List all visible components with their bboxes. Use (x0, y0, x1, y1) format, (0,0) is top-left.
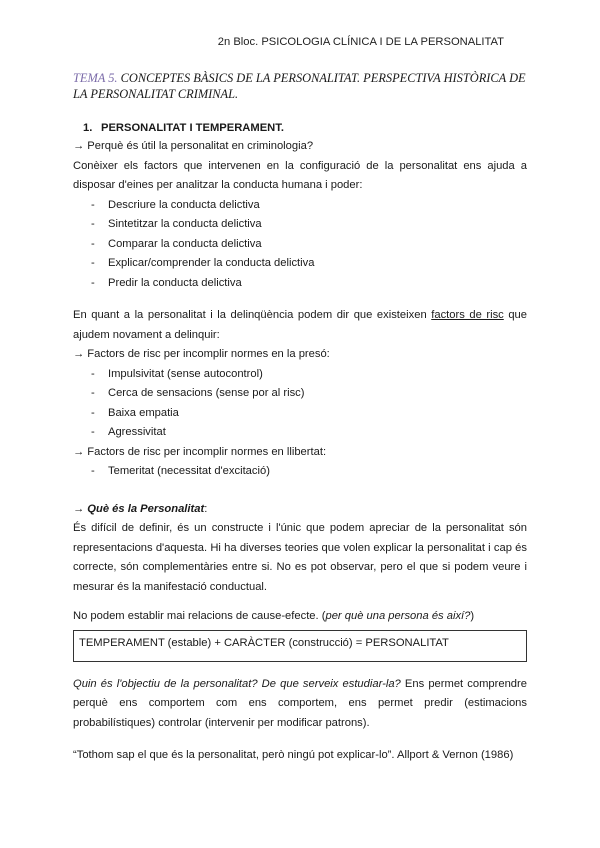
intro-paragraph: Conèixer els factors que intervenen en la configuració de la personalitat ens ajuda a disposar d'eines per analitzar la conducta humana i poder: (73, 159, 527, 191)
cause-effect-line: No podem establir mai relacions de cause-efecte. (per què una persona és així?) (73, 610, 475, 622)
tema-title (73, 70, 527, 102)
risk-intro-b: que ajudem novament a delinquir: (73, 309, 528, 341)
list-item: - Cerca de sensacions (sense por al risc) (73, 384, 527, 404)
prison-risk-list (73, 365, 527, 443)
section-number: 1. (83, 122, 93, 134)
risk-intro-paragraph (73, 306, 527, 345)
list-item: - Predir la conducta delictiva (73, 274, 527, 294)
freedom-heading: → Factors de risc per incomplir normes en llibertat: (73, 445, 327, 458)
objective-question: Quin és l'objectiu de la personalitat? De que serveix estudiar-la? (73, 677, 401, 690)
objective-paragraph: Quin és l'objectiu de la personalitat? De que serveix estudiar-la? Ens permet comprendre perquè ens comportem com ens comportem, ens permet predir (estimacions probabilístiques) controlar (intervenir per modificar patrons). (73, 677, 527, 729)
list-item: - Temeritat (necessitat d'excitació) (73, 462, 527, 482)
question-line: → Perquè és útil la personalitat en criminologia? (73, 140, 314, 152)
arrow-glyph: → (73, 502, 88, 515)
personality-heading: → Què és la Personalitat: (73, 502, 208, 515)
conduct-list (73, 196, 527, 294)
tema-number: TEMA 5. (73, 71, 118, 85)
page-header: 2n Bloc. PSICOLOGIA CLÍNICA I DE LA PERSONALITAT (217, 36, 504, 48)
list-item: - Baixa empatia (73, 404, 527, 424)
tema-title-text: CONCEPTES BÀSICS DE LA PERSONALITAT. PERSPECTIVA HISTÒRICA DE LA PERSONALITAT CRIMINAL. (73, 71, 526, 101)
document-body (73, 70, 527, 766)
list-item: - Impulsivitat (sense autocontrol) (73, 365, 527, 385)
list-item: - Descriure la conducta delictiva (73, 196, 527, 216)
risk-factors-term: factors de risc (431, 309, 504, 321)
freedom-risk-list (73, 462, 527, 482)
list-item: - Explicar/comprender la conducta delictiva (73, 254, 527, 274)
quote-line: “Tothom sap el que és la personalitat, però ningú pot explicar-lo”. Allport & Vernon (1986) (73, 749, 514, 761)
section-heading (83, 120, 527, 137)
list-item: - Comparar la conducta delictiva (73, 235, 527, 255)
prison-heading: → Factors de risc per incomplir normes en la presó: (73, 348, 330, 360)
list-item: - Sintetitzar la conducta delictiva (73, 215, 527, 235)
cause-question: per què una persona és així? (325, 610, 471, 622)
personality-heading-text: Què és la Personalitat (87, 502, 205, 515)
risk-intro-a: En quant a la personalitat i la delinqüència podem dir que existeixen (73, 309, 432, 321)
section-title: PERSONALITAT I TEMPERAMENT. (101, 122, 284, 134)
list-item: - Agressivitat (73, 423, 527, 443)
formula-box: TEMPERAMENT (estable) + CARÀCTER (construcció) = PERSONALITAT (73, 630, 527, 662)
definition-paragraph: És difícil de definir, és un constructe i l'únic que podem apreciar de la personalitat són representacions d'aquesta. Hi ha diverses teories que volen explicar la personalitat i cap és correcte, són complementàries entre si. No es pot observar, pero el que si podem veure i mesurar és la manifestació conductual. (73, 522, 527, 593)
